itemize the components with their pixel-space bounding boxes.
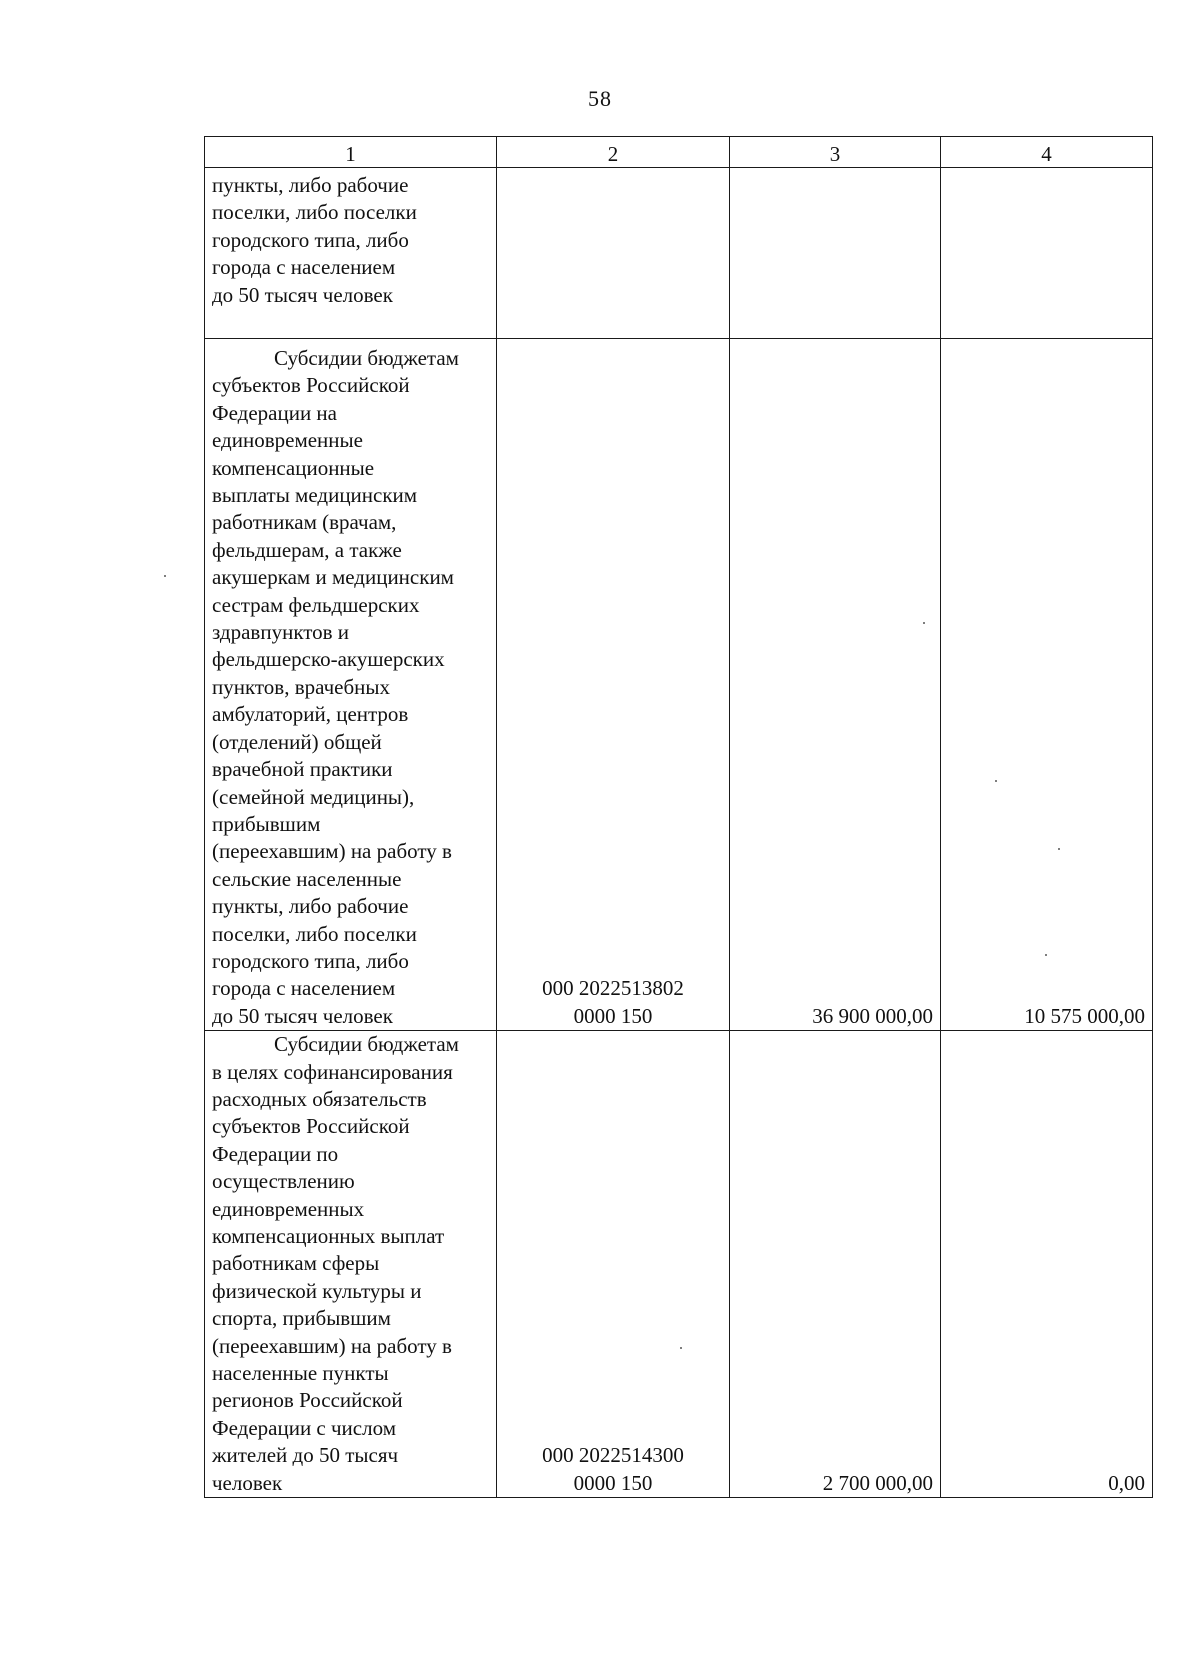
budget-table bbox=[204, 136, 1153, 1498]
table-row bbox=[205, 168, 1153, 339]
column-header-1: 1 bbox=[205, 137, 497, 168]
row-value-4: 10 575 000,00 bbox=[941, 339, 1153, 1031]
row-value-4 bbox=[941, 168, 1153, 339]
scan-speck bbox=[995, 780, 997, 782]
row-name bbox=[205, 1031, 497, 1498]
row-name bbox=[205, 339, 497, 1031]
page-number: 58 bbox=[588, 86, 612, 111]
table-row bbox=[205, 339, 1153, 1031]
row-value-3: 2 700 000,00 bbox=[730, 1031, 941, 1498]
row-code: 000 2022513802 0000 150 bbox=[497, 339, 730, 1031]
table-row bbox=[205, 1031, 1153, 1498]
scan-speck bbox=[923, 622, 925, 624]
row-value-4: 0,00 bbox=[941, 1031, 1153, 1498]
row-name: пункты, либо рабочие поселки, либо поселки городского типа, либо города с населением до 50 тысяч человек bbox=[205, 168, 497, 339]
row-name-first-line: Субсидии бюджетам bbox=[274, 1032, 459, 1057]
column-header-2: 2 bbox=[497, 137, 730, 168]
column-header-4: 4 bbox=[941, 137, 1153, 168]
column-header-3: 3 bbox=[730, 137, 941, 168]
row-value-3: 36 900 000,00 bbox=[730, 339, 941, 1031]
row-value-3 bbox=[730, 168, 941, 339]
row-code bbox=[497, 168, 730, 339]
scan-speck bbox=[1058, 848, 1060, 850]
row-name-rest: субъектов Российской Федерации на единовременные компенсационные выплаты медицинским работникам (врачам, фельдшерам, а также акушеркам и медицинским сестрам фельдшерских здравпунктов и фельдшерско-акушерских пунктов, врачебных амбулаторий, центров (отделений) общей врачебной практики (семейной медицины), прибывшим (переехавшим) на работу в сельские населенные пункты, либо рабочие поселки, либо поселки городского типа, либо города с населением до 50 тысяч человек bbox=[212, 373, 454, 1028]
scan-speck bbox=[164, 575, 166, 577]
row-code: 000 2022514300 0000 150 bbox=[497, 1031, 730, 1498]
row-name-rest: в целях софинансирования расходных обязательств субъектов Российской Федерации по осуществлению единовременных компенсационных выплат работникам сферы физической культуры и спорта, прибывшим (переехавшим) на работу в населенные пункты регионов Российской Федерации с числом жителей до 50 тысяч человек bbox=[212, 1059, 453, 1495]
row-name-first-line: Субсидии бюджетам bbox=[274, 346, 459, 370]
table-header-row bbox=[205, 137, 1153, 168]
scan-speck bbox=[680, 1347, 682, 1349]
scan-speck bbox=[1045, 954, 1047, 956]
